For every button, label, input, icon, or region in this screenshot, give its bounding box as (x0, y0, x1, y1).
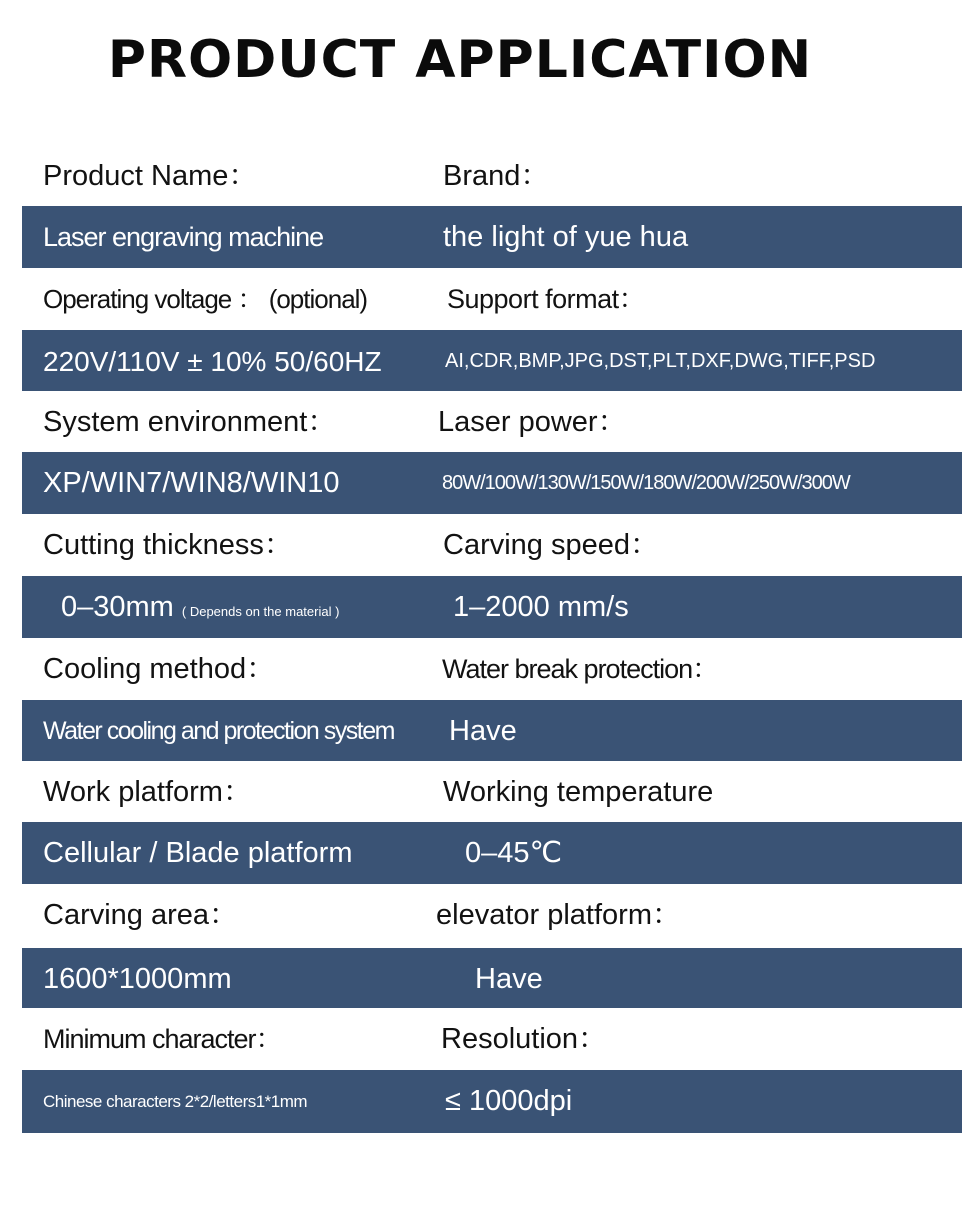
spec-value-row (22, 700, 962, 763)
spec-label-row (22, 391, 962, 454)
spec-label-product-name: Product Name： (43, 160, 258, 192)
spec-value-work-platform: Cellular / Blade platform (43, 837, 353, 869)
spec-label-row (22, 884, 962, 947)
spec-value-cutting-thickness (61, 576, 339, 639)
spec-value-working-temperature: 0–45℃ (465, 837, 563, 869)
spec-label-row (22, 761, 962, 824)
spec-value-cooling-method: Water cooling and protection system (43, 717, 394, 745)
spec-value-water-break-protection: Have (449, 715, 517, 747)
spec-label-water-break-protection: Water break protection： (442, 654, 719, 684)
spec-label-system-environment: System environment： (43, 406, 337, 438)
cutting-thickness-value: 0–30mm (61, 591, 174, 623)
spec-label-minimum-character: Minimum character： (43, 1024, 282, 1054)
spec-label-working-temperature: Working temperature (443, 776, 714, 808)
spec-value-row (22, 206, 962, 269)
spec-value-row (22, 1070, 962, 1133)
spec-label-row (22, 638, 962, 701)
spec-label-cutting-thickness: Cutting thickness： (43, 529, 293, 561)
spec-label-row (22, 514, 962, 577)
spec-value-brand: the light of yue hua (443, 221, 689, 253)
spec-value-carving-speed: 1–2000 mm/s (453, 591, 629, 623)
spec-label-carving-speed: Carving speed： (443, 529, 659, 561)
spec-value-product-name: Laser engraving machine (43, 222, 324, 252)
spec-value-row (22, 330, 962, 393)
spec-label-resolution: Resolution： (441, 1023, 608, 1055)
spec-value-row (22, 948, 962, 1011)
spec-value-elevator-platform: Have (475, 963, 543, 995)
spec-label-work-platform: Work platform： (43, 776, 252, 808)
spec-label-carving-area: Carving area： (43, 899, 239, 931)
spec-value-system-environment: XP/WIN7/WIN8/WIN10 (43, 467, 340, 499)
spec-value-row (22, 822, 962, 885)
spec-label-row (22, 145, 962, 208)
spec-label-operating-voltage: Operating voltage ： (optional) (43, 284, 368, 314)
spec-value-minimum-character: Chinese characters 2*2/letters1*1mm (43, 1092, 308, 1111)
spec-value-laser-power: 80W/100W/130W/150W/180W/200W/250W/300W (442, 472, 850, 494)
spec-value-carving-area: 1600*1000mm (43, 963, 232, 995)
spec-label-laser-power: Laser power： (438, 406, 627, 438)
spec-value-row (22, 452, 962, 515)
spec-label-row (22, 268, 962, 331)
page-title: PRODUCT APPLICATION (107, 30, 813, 90)
spec-value-resolution: ≤ 1000dpi (445, 1085, 573, 1117)
spec-label-brand: Brand： (443, 160, 550, 192)
spec-value-row (22, 576, 962, 639)
spec-value-operating-voltage: 220V/110V ± 10% 50/60HZ (43, 346, 382, 377)
spec-label-cooling-method: Cooling method： (43, 653, 276, 685)
spec-label-row (22, 1008, 962, 1071)
spec-label-support-format: Support format： (447, 284, 646, 314)
cutting-thickness-note: ( Depends on the material ) (181, 604, 340, 619)
spec-value-support-format: AI,CDR,BMP,JPG,DST,PLT,DXF,DWG,TIFF,PSD (445, 350, 876, 372)
spec-label-elevator-platform: elevator platform： (436, 899, 681, 931)
